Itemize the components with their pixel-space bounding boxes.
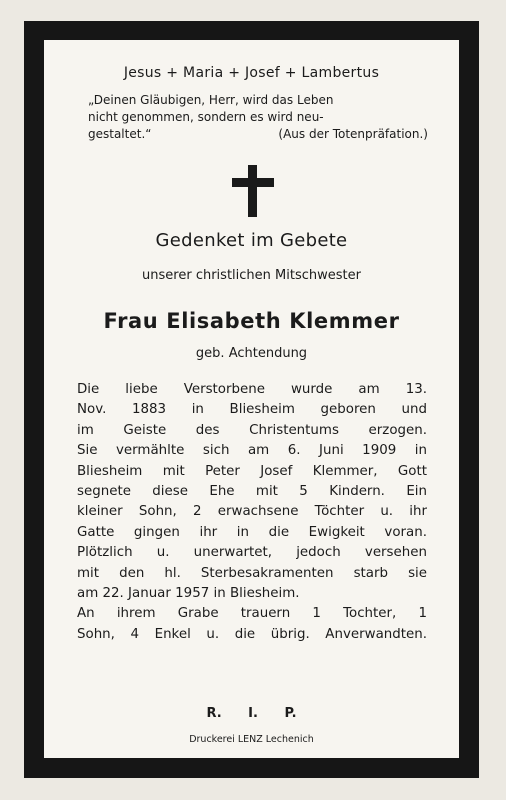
bio-line: Die liebe Verstorbene wurde am 13. <box>77 382 427 397</box>
quote-line-1: „Deinen Gläubigen, Herr, wird das Leben <box>88 93 334 107</box>
bio-line: segnete diese Ehe mit 5 Kindern. Ein <box>77 484 427 500</box>
deceased-name: Frau Elisabeth Klemmer <box>103 309 400 333</box>
bio-line: mit den hl. Sterbesakramenten starb sie <box>77 565 427 581</box>
card-content <box>44 40 459 758</box>
birth-name: geb. Achtendung <box>195 346 308 361</box>
quote-line-2: nicht genommen, sondern es wird neu- <box>88 110 324 124</box>
bio-line: am 22. Januar 1957 in Bliesheim. <box>77 586 300 602</box>
bio-line: im Geiste des Christentums erzogen. <box>77 422 427 438</box>
rip-text: R. I. P. <box>206 706 297 721</box>
biography-text <box>77 380 427 645</box>
bio-line: Nov. 1883 in Bliesheim geboren und <box>77 402 427 418</box>
bio-line: Sohn, 4 Enkel u. die übrig. Anverwandten. <box>77 626 427 642</box>
gedenket-heading: Gedenket im Gebete <box>155 230 348 251</box>
bio-line: kleiner Sohn, 2 erwachsene Töchter u. ihr <box>77 504 427 520</box>
bio-line: Plötzlich u. unerwartet, jedoch versehen <box>77 545 427 561</box>
header-invocation: Jesus + Maria + Josef + Lambertus <box>123 65 380 81</box>
quote-end: gestaltet.“ <box>88 127 152 141</box>
bio-line: Sie vermählte sich am 6. Juni 1909 in <box>77 443 427 459</box>
bio-line: An ihrem Grabe trauern 1 Tochter, 1 <box>77 606 427 622</box>
subheading: unserer christlichen Mitschwester <box>142 268 361 283</box>
quote-source: (Aus der Totenpräfation.) <box>278 127 428 141</box>
quote-line-3 <box>88 126 428 143</box>
cross-icon <box>232 165 274 217</box>
bio-line: Gatte gingen ihr in die Ewigkeit voran. <box>77 524 427 540</box>
printer-credit: Druckerei LENZ Lechenich <box>189 734 314 745</box>
bio-line: Bliesheim mit Peter Josef Klemmer, Gott <box>77 463 427 479</box>
